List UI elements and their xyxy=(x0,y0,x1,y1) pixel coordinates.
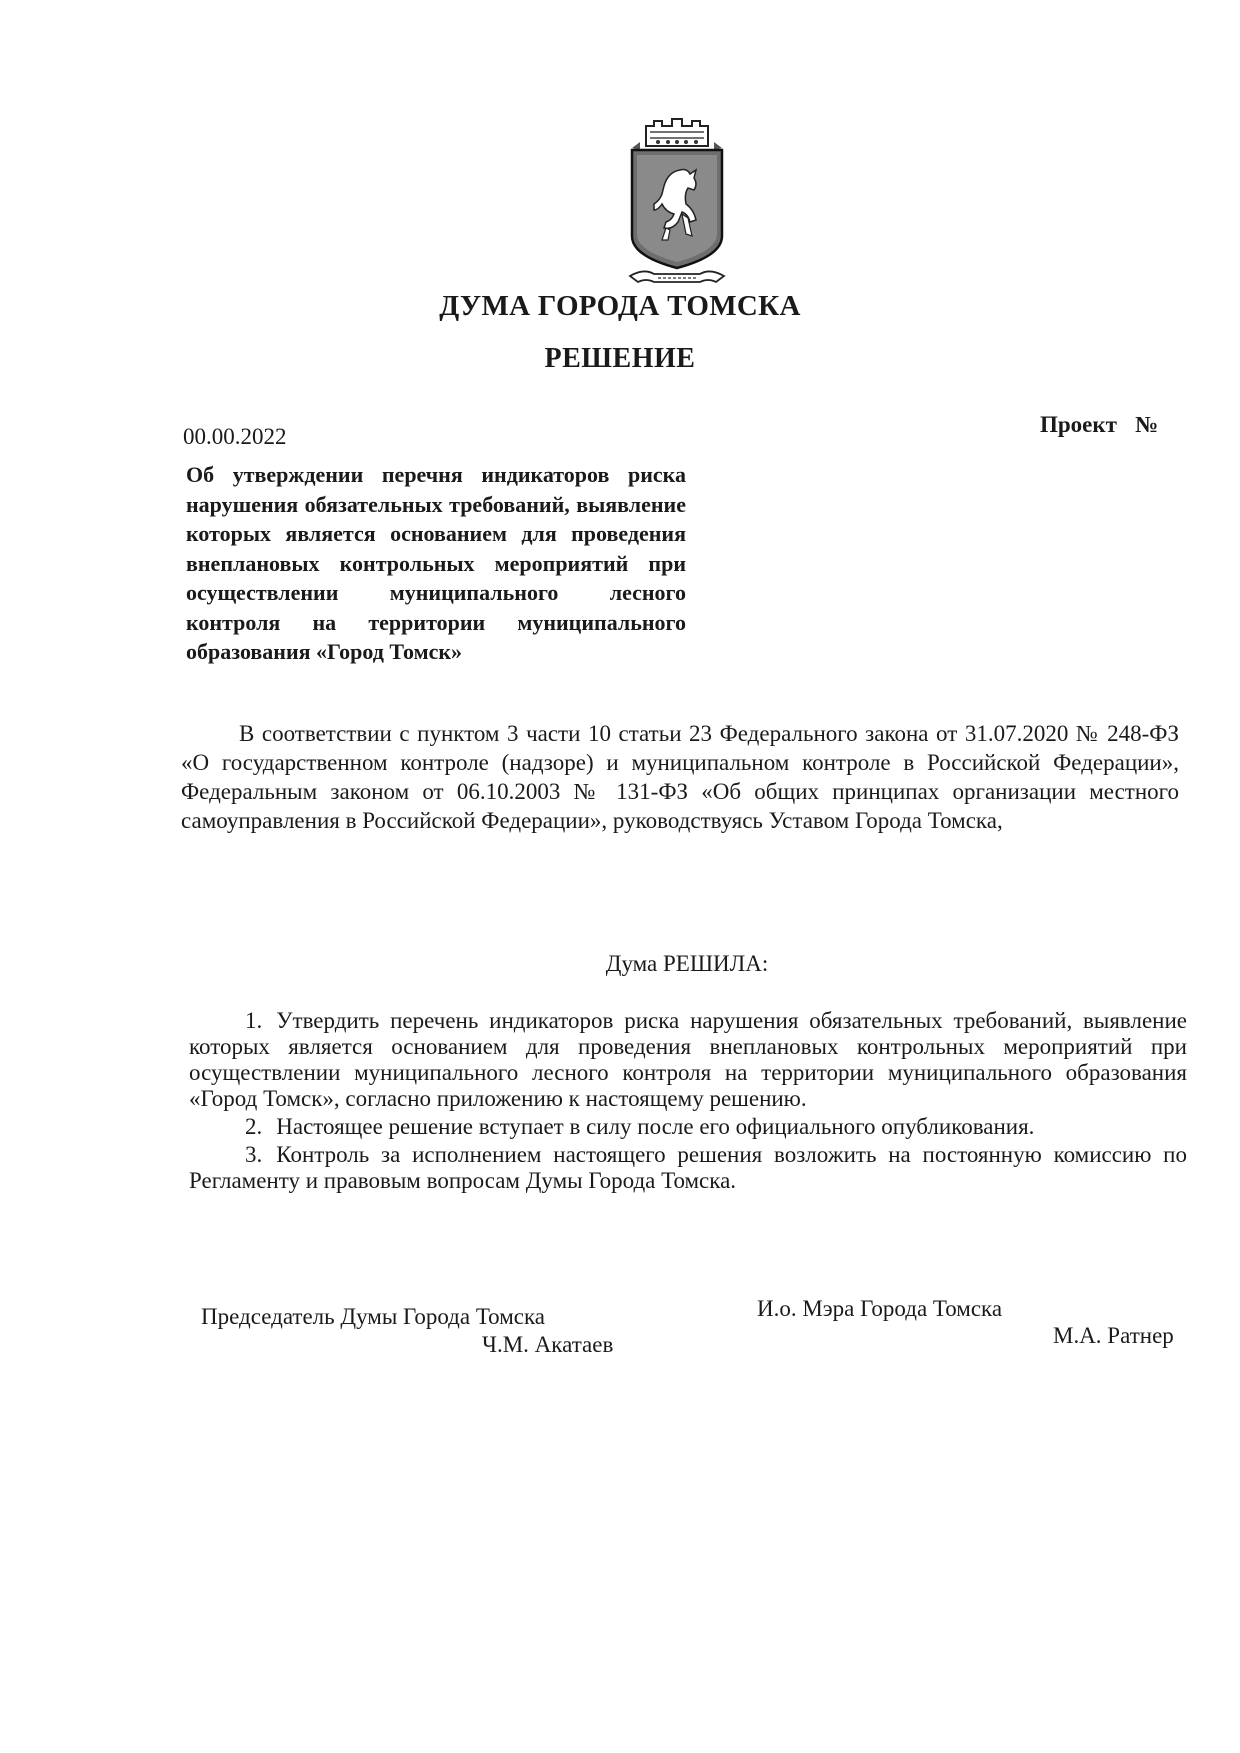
chairman-name: Ч.М. Акатаев xyxy=(482,1332,614,1357)
number-sign: № xyxy=(1134,412,1159,437)
list-item xyxy=(189,1008,1187,1112)
item-text: Настоящее решение вступает в силу после его официального опубликования. xyxy=(276,1114,1035,1139)
item-text: Утвердить перечень индикаторов риска нарушения обязательных требований, выявление которых является основанием для проведения внеплановых контрольных мероприятий при осуществлении муниципального лесного контроля на территории муниципального образования «Город Томск», согласно приложению к настоящему решению. xyxy=(189,1008,1187,1111)
item-text: Контроль за исполнением настоящего решения возложить на постоянную комиссию по Регламенту и правовым вопросам Думы Города Томска. xyxy=(189,1142,1187,1193)
item-number: 3. xyxy=(245,1142,263,1167)
document-type: РЕШЕНИЕ xyxy=(544,343,696,374)
tomsk-coat-of-arms-icon xyxy=(624,118,730,296)
decision-items xyxy=(189,1008,1187,1196)
mayor-name: М.А. Ратнер xyxy=(1053,1323,1174,1348)
project-number xyxy=(1040,412,1158,438)
item-number: 2. xyxy=(245,1114,263,1139)
item-number: 1. xyxy=(245,1008,263,1033)
chairman-title: Председатель Думы Города Томска xyxy=(201,1304,546,1329)
document-date: 00.00.2022 xyxy=(183,424,287,449)
project-label: Проект xyxy=(1040,412,1117,437)
list-item xyxy=(189,1142,1187,1194)
mayor-title: И.о. Мэра Города Томска xyxy=(757,1296,1003,1321)
list-item xyxy=(189,1114,1187,1140)
council-name: ДУМА ГОРОДА ТОМСКА xyxy=(439,290,801,322)
decision-subject: Об утверждении перечня индикаторов риска нарушения обязательных требований, выявление которых является основанием для проведения внеплановых контрольных мероприятий при осуществлении муниципального лесного контроля на территории муниципального образования «Город Томск» xyxy=(186,462,686,664)
preamble-paragraph: В соответствии с пунктом 3 части 10 статьи 23 Федерального закона от 31.07.2020 № 248-ФЗ «О государственном контроле (надзоре) и муниципальном контроле в Российской Федерации», Федеральным законом от 06.10.2003 № 131-ФЗ «Об общих принципах организации местного самоуправления в Российской Федерации», руководствуясь Уставом Города Томска, xyxy=(181,721,1179,833)
decided-heading: Дума РЕШИЛА: xyxy=(605,951,769,976)
